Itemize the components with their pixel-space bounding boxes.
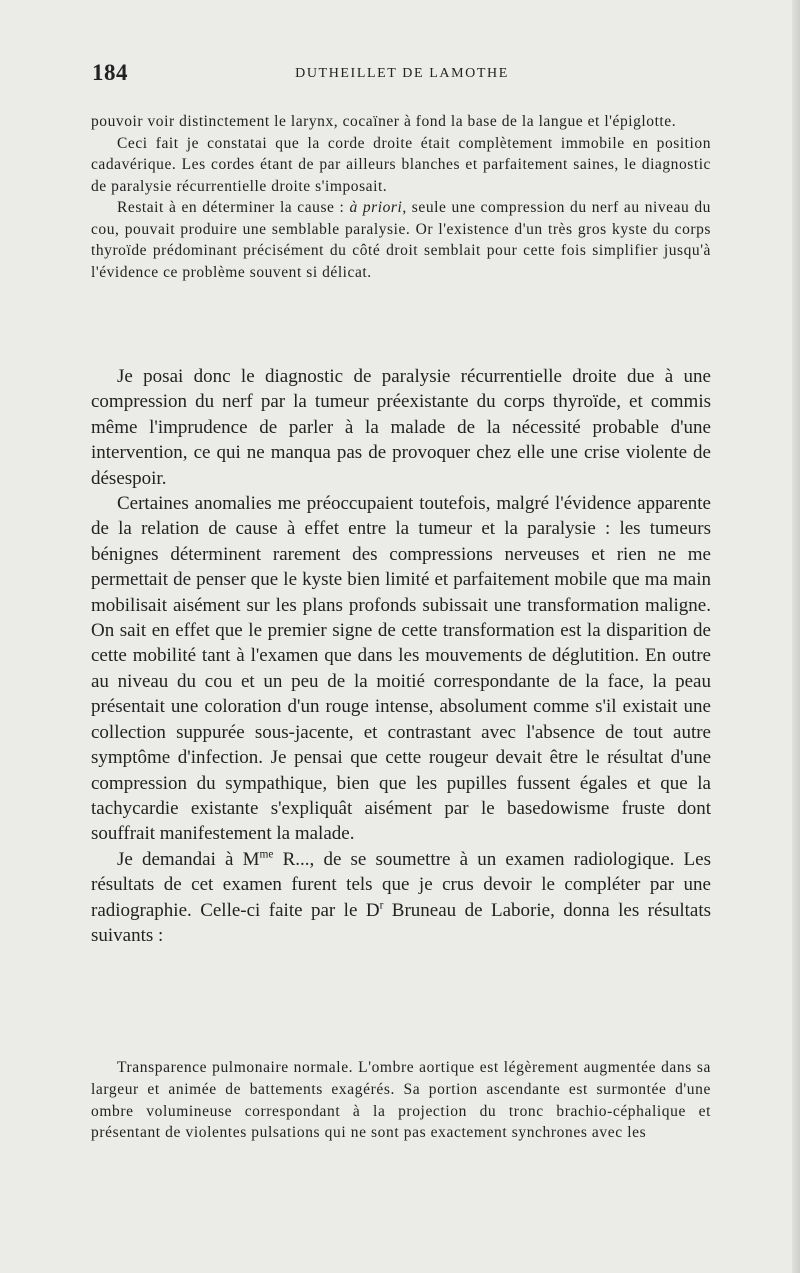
quoted-report (91, 1057, 711, 1144)
demandai-part3: Bruneau de Laborie, donna les résultats suivants : (91, 899, 712, 946)
page-edge (792, 0, 800, 1273)
restait-italic: à priori (349, 199, 403, 216)
demandai-part2: R..., de se soumettre à un examen radiologique. Les résultats de cet examen furent tels que je crus devoir le compléter par une radiographie. Celle-ci faite par le D (91, 848, 711, 921)
demandai-part1: Je demandai à M (117, 848, 260, 870)
page-header (92, 60, 712, 90)
page-number: 184 (92, 60, 128, 85)
paragraph-diagnostic: Je posai donc le diagnostic de paralysie récurrentielle droite due à une compression du nerf par la tumeur préexistante du corps thyroïde, et commis même l'imprudence de parler à la malade de la nécessité probable d'une intervention, ce qui ne manqua pas de provoquer chez elle une crise violente de désespoir. (91, 366, 711, 489)
demandai-sup2: r (379, 899, 384, 912)
restait-before: Restait à en déterminer la cause : (117, 199, 350, 216)
paragraph-demandai (91, 847, 711, 949)
running-head: DUTHEILLET DE LAMOTHE (295, 66, 509, 81)
upper-small-text (91, 111, 711, 283)
paragraph-anomalies: Certaines anomalies me préoccupaient toutefois, malgré l'évidence apparente de la relation de cause à effet entre la tumeur et la paralysie : les tumeurs bénignes déterminent rarement des compressions nerveuses et rien ne me permettait de penser que le kyste bien limité et parfaitement mobile que ma main mobilisait aisément sur les plans profonds subissait une transformation maligne. On sait en effet que le premier signe de cette transformation est la disparition de cette mobilité tant à l'examen que dans les mouvements de déglutition. En outre au niveau du cou et un peu de la moitié correspondante de la face, la peau présentait une coloration d'un rouge intense, absolument comme s'il existait une collection suppurée sous-jacente, et contrastant avec l'absence de tout autre symptôme d'infection. Je pensai que cette rougeur devait être le résultat d'une compression du sympathique, bien que les pupilles fussent égales et que la tachycardie existante s'expliquât aisément par le basedowisme fruste dont souffrait manifestement la malade. (91, 493, 711, 845)
paragraph-restait (91, 197, 711, 283)
paragraph-ceci: Ceci fait je constatai que la corde droite était complètement immobile en position cadavérique. Les cordes étant de par ailleurs blanches et parfaitement saines, le diagnostic de paralysie récurrentielle droite s'imposait. (91, 134, 711, 195)
demandai-sup1: me (259, 848, 274, 861)
paragraph-larynx: pouvoir voir distinctement le larynx, cocaïner à fond la base de la langue et l'épiglotte. (91, 113, 677, 130)
restait-after: , seule une compression du nerf au niveau du cou, pouvait produire une semblable paralysie. Or l'existence d'un très gros kyste du corps thyroïde prédominant précisément du côté droit semblait pour cette fois simplifier jusqu'à l'évidence ce problème souvent si délicat. (91, 199, 711, 281)
main-text (91, 364, 711, 948)
paragraph-transparence: Transparence pulmonaire normale. L'ombre aortique est légèrement augmentée dans sa largeur et animée de battements exagérés. Sa portion ascendante est surmontée d'une ombre volumineuse correspondant à la projection du tronc brachio-céphalique et présentant de violentes pulsations qui ne sont pas exactement synchrones avec les (91, 1059, 711, 1142)
